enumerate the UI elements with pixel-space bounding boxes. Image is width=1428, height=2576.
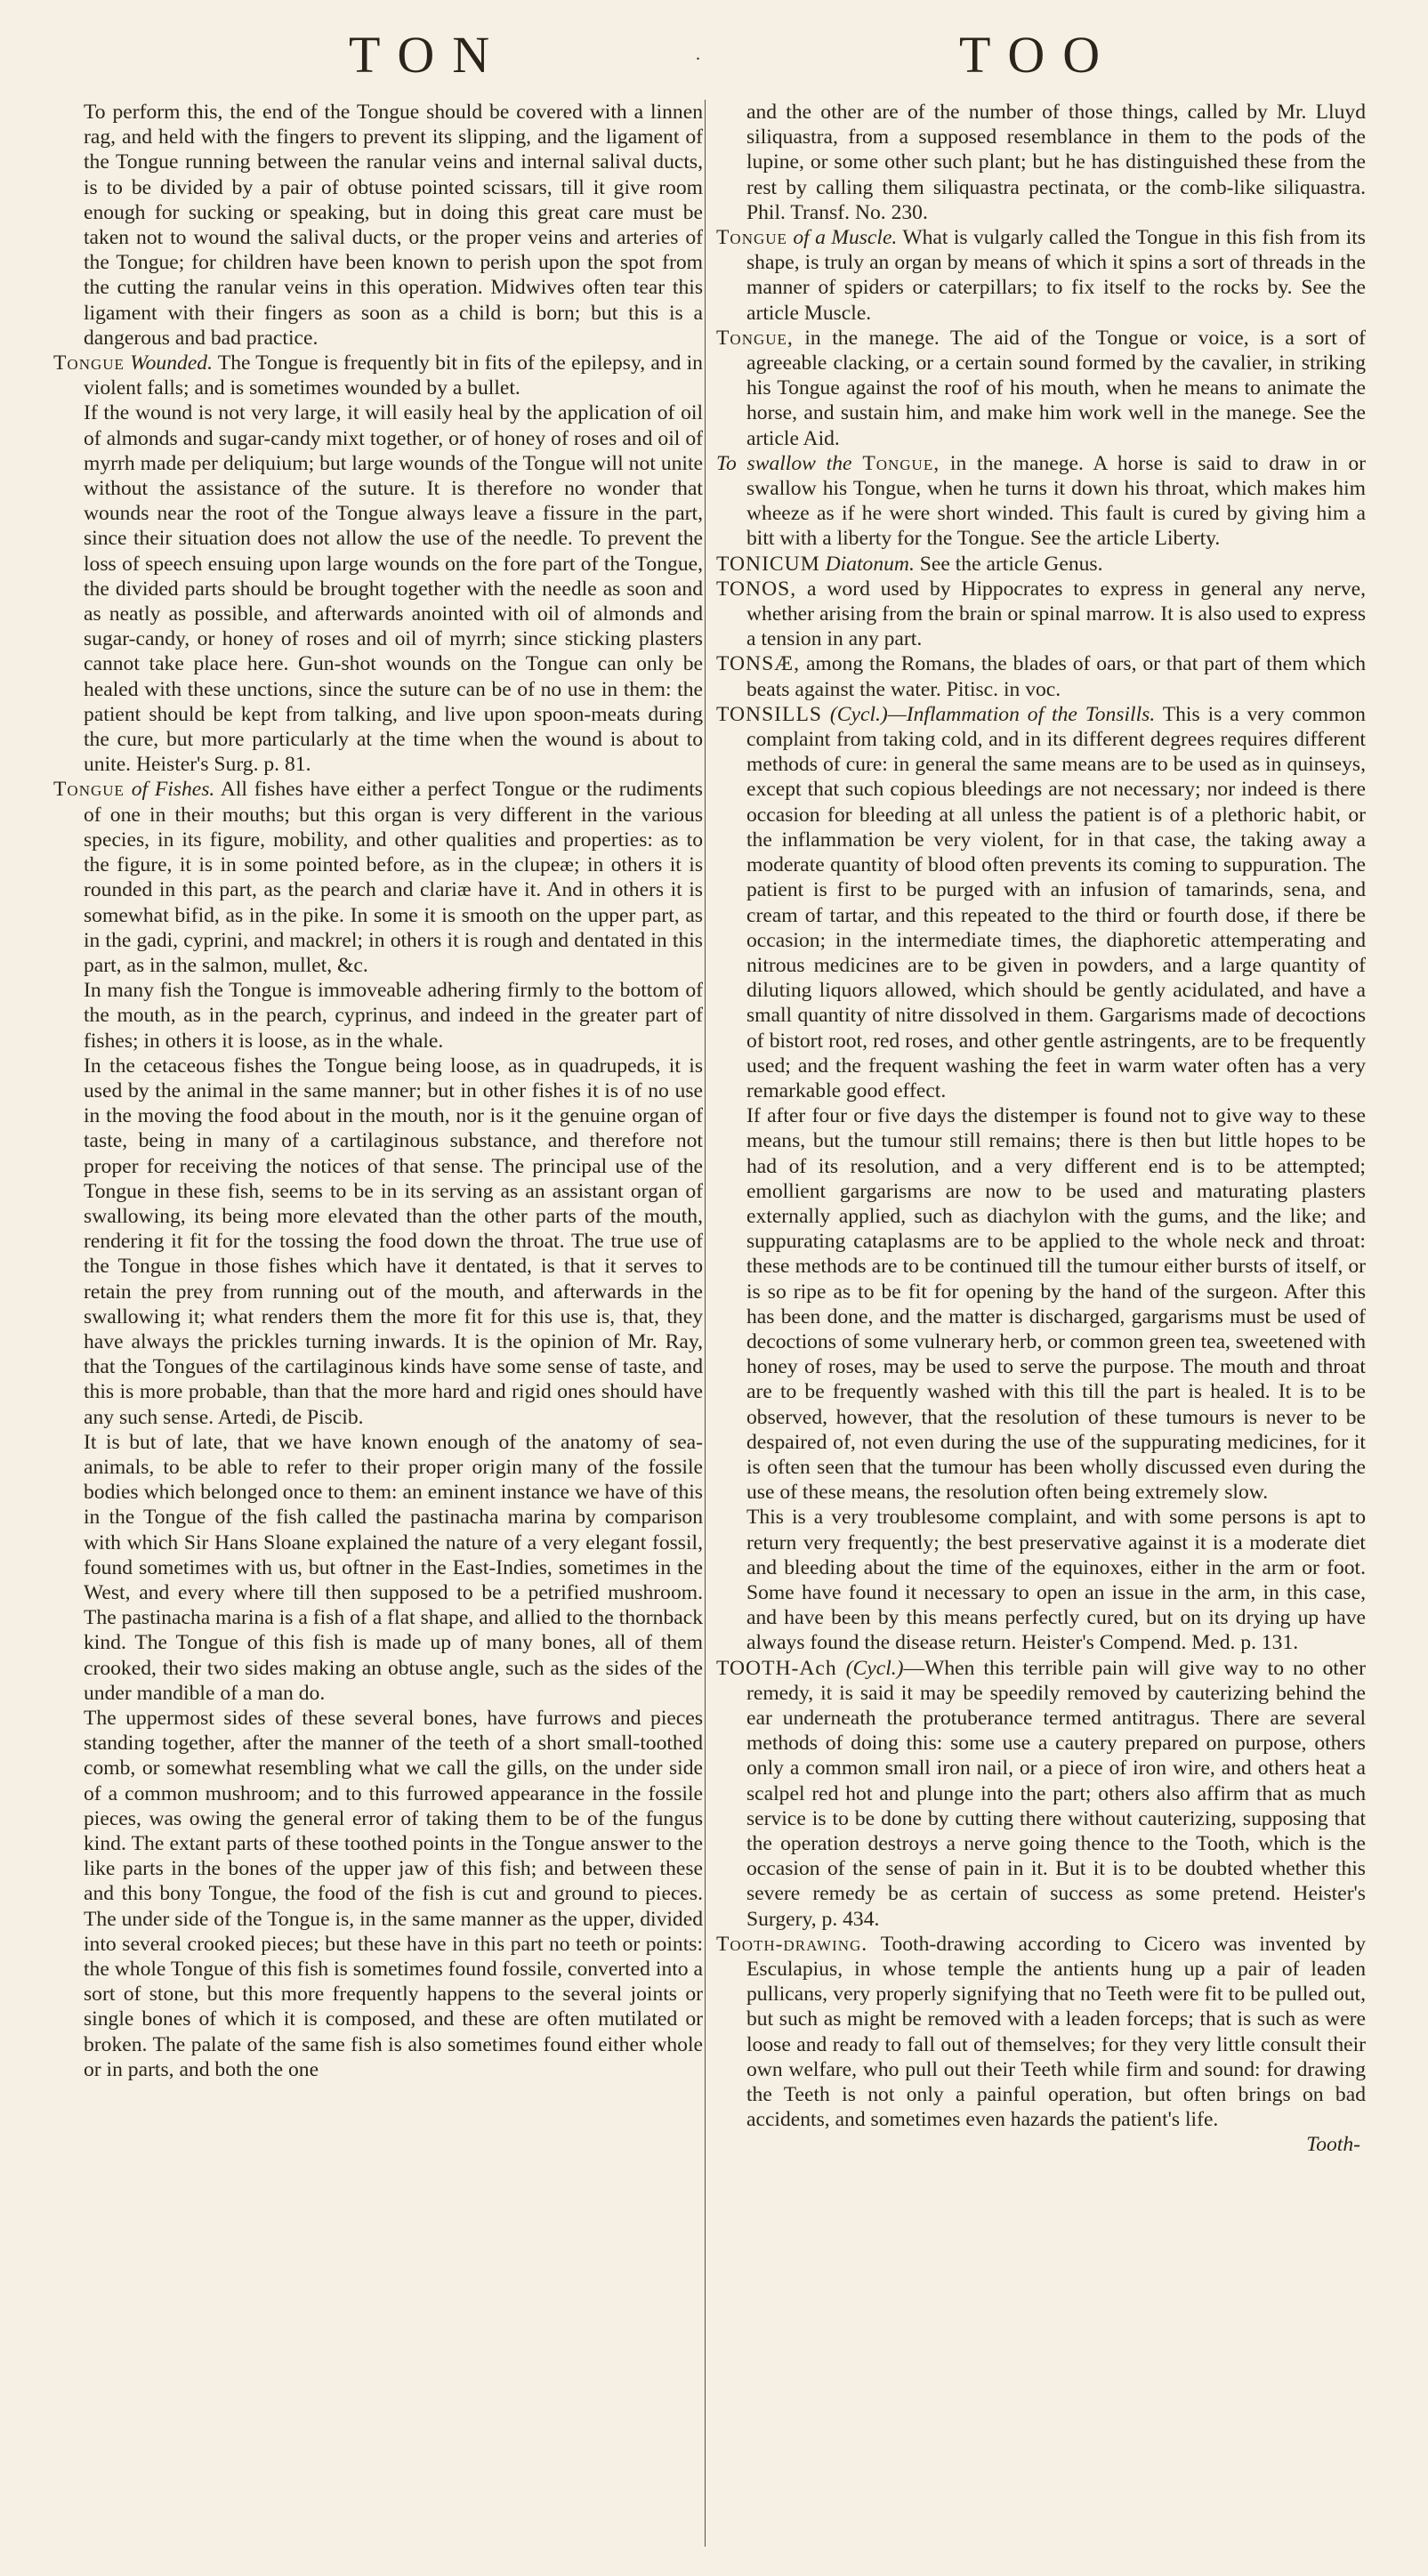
entry-tongue-of-fishes (53, 777, 703, 978)
entry-subhead: Diatonum. (825, 552, 915, 576)
entry-headword: TOOTH-Ach (716, 1656, 837, 1680)
paragraph: and the other are of the number of those things, called by Mr. Lluyd siliquastra, from a supposed resemblance in them to the pods of the lupine, or some other such plant; but he has distinguished these from the rest by calling them siliquastra pectinata, or the comb-like siliquastra. Phil. Transf. No. 230. (746, 101, 1366, 224)
entry-headword: Tongue, (716, 326, 794, 350)
paragraph: If the wound is not very large, it will easily heal by the application of oil of almonds and sugar-candy mixt together, or of honey of roses and oil of myrrh made per deliquium; but large wounds of the Tongue will not unite without the assistance of the suture. It is therefore no wonder that wounds near the root of the Tongue always leave a fissure in the part, since their situation does not allow the use of the needle. To prevent the loss of speech ensuing upon large wounds on the fore part of the Tongue, the divided parts should be brought together with the needle as soon and as neatly as possible, and afterwards anointed with oil of almonds and sugar-candy, or honey of roses and oil of myrrh; since sticking plasters cannot take place here. Gun-shot wounds on the Tongue can only be healed with these unctions, since the suture can be of no use in them: the patient should be kept from talking, and live upon spoon-meats during the cure, but more particularly at the time when the wound is about to unite. Heister's Surg. p. 81. (84, 401, 703, 777)
entry-text: Tooth-drawing according to Cicero was invented by Esculapius, in whose temple the antients hung up a pair of leaden pullicans, very properly signifying that no Teeth were fit to be pulled out, but such as might be removed with a leaden forceps; that is such as were loose and ready to fall out of themselves; for they very little consult their own welfare, who pull out their Teeth while firm and sound: for drawing the Teeth is not only a painful operation, but often brings on bad accidents, and sometimes even hazards the patient's life. (746, 1932, 1366, 2132)
entry-headword: Tongue (716, 226, 787, 250)
entry-headword: TONICUM (716, 552, 820, 576)
entry-subhead: of a Muscle. (793, 226, 898, 250)
entry-text: in the manege. The aid of the Tongue or voice, is a sort of agreeable clacking, or a certain sound formed by the cavalier, in striking his Tongue against the roof of his mouth, when he means to animate the horse, and sustain him, and make him work well in the manege. See the article Aid. (746, 326, 1366, 450)
entry-subhead: To swallow the (716, 451, 852, 475)
entry-tooth-ach (716, 1656, 1366, 1932)
entry-headword: TONOS, (716, 577, 797, 601)
running-head-left: TON (349, 26, 508, 84)
paragraph: It is but of late, that we have known enough of the anatomy of sea-animals, to be able to refer to their proper origin many of the fossile bodies which belonged once to them: an eminent instance we have of this in the Tongue of the fish called the pastinacha marina by comparison with which Sir Hans Sloane explained the nature of a very elegant fossil, found sometimes with us, but oftner in the East-Indies, sometimes in the West, and every where till then supposed to be a petrified mushroom. The pastinacha marina is a fish of a flat shape, and allied to the thornback kind. The Tongue of this fish is made up of many bones, all of them crooked, their two sides making an obtuse angle, such as the sides of the under mandible of a man do. (84, 1430, 703, 1705)
entry-text: This is a very common complaint from taking cold, and in its different degrees requires different methods of cure: in general the same means are to be used as in quinseys, except that such copious bleedings are not necessary; nor indeed is there occasion for bleeding at all unless the patient is of a plethoric habit, or the inflammation be very violent, for in that case, the taking away a moderate quantity of blood often prevents its coming to suppuration. The patient is first to be purged with an infusion of tamarinds, sena, and cream of tartar, and this repeated to the third or fourth dose, if there be occasion; in the intermediate times, the diaphoretic attemperating and nitrous medicines are to be given in powders, and a large quantity of diluting liquors allowed, which should be gently acidulated, and have a small quantity of nitre dissolved in them. Gargarisms made of decoctions of bistort root, red roses, and other gentle astringents, are to be frequently used; and the frequent washing the feet in warm water often has a very remarkable good effect. (746, 702, 1366, 1102)
entry-text: in the manege. A horse is said to draw in or swallow his Tongue, when he turns it down his throat, which makes him wheeze as if he were short winded. This fault is cured by giving him a bitt with a liberty for the Tongue. See the article Liberty. (746, 451, 1366, 551)
entry-tongue-manege (716, 326, 1366, 451)
entry-headword: Tooth-drawing. (716, 1932, 868, 1956)
header-separator-dot: . (696, 44, 700, 64)
paragraph: In the cetaceous fishes the Tongue being loose, as in quadrupeds, it is used by the animal in the same manner; but in other fishes it is of no use in the moving the food about in the mouth, nor is it the genuine organ of taste, being in many of a cartilaginous substance, and therefore not proper for receiving the notices of that sense. The principal use of the Tongue in these fish, seems to be in its serving as an assistant organ of swallowing, its being more elevated than the other parts of the mouth, rendering it fit for the tossing the food down the throat. The true use of the Tongue in those fishes which have it dentated, is that it serves to retain the prey from running out of the mouth, and afterwards in the swallowing it; what renders them the more fit for this use is, that, they have always the prickles turning inwards. It is the opinion of Mr. Ray, that the Tongues of the cartilaginous kinds have some sense of taste, and this is more probable, than that the more hard and rigid ones should have any such sense. Artedi, de Piscib. (84, 1054, 703, 1429)
entry-headword: TONSILLS (716, 702, 822, 726)
entry-subhead: of Fishes. (131, 778, 215, 802)
entry-subhead: Wounded. (130, 351, 213, 375)
entry-text: All fishes have either a perfect Tongue or the rudiments of one in their mouths; but this organ is very different in the various species, in its figure, mobility, and other qualities and properties: as to the figure, it is in some pointed before, as in the clupeæ; in others it is rounded in this part, as the pearch and clariæ have it. And in others it is somewhat bifid, as in the pike. In some it is smooth on the upper part, as in the gadi, cyprini, and mackrel; in others it is rough and dentated in this part, as in the salmon, mullet, &c. (84, 778, 703, 977)
entry-tongue-wounded (53, 351, 703, 400)
entry-text: a word used by Hippocrates to express in general any nerve, whether arising from the brain or spinal marrow. It is also used to express a tension in any part. (746, 577, 1366, 651)
entry-tooth-drawing (716, 1932, 1366, 2133)
column-rule (705, 100, 706, 2547)
paragraph: This is a very troublesome complaint, and with some persons is apt to return very frequently; the best preservative against it is a moderate diet and bleeding about the time of the equinoxes, either in the arm or foot. Some have found it necessary to open an issue in the arm, in this case, and have been by this means perfectly cured, but on its drying up have always found the disease return. Heister's Compend. Med. p. 131. (746, 1506, 1366, 1655)
entry-tonicum (716, 552, 1366, 577)
entry-tonsills (716, 702, 1366, 1103)
running-header (0, 25, 1428, 87)
entry-text: among the Romans, the blades of oars, or that part of them which beats against the water. Pitisc. in voc. (746, 652, 1366, 701)
entry-subhead: (Cycl.)—Inflammation of the Tonsills. (829, 702, 1156, 726)
right-column (716, 100, 1366, 2556)
paragraph: In many fish the Tongue is immoveable adhering firmly to the bottom of the mouth, as in the pearch, cyprinus, and indeed in the greater part of fishes; in others it is loose, as in the whale. (84, 979, 703, 1053)
entry-headword: Tongue, (862, 451, 940, 475)
catchword: Tooth- (1306, 2133, 1360, 2157)
paragraph: If after four or five days the distemper is found not to give way to these means, but the tumour still remains; there is then but little hopes to be had of its resolution, and a very different end is to be attempted; emollient gargarisms are now to be used and maturating plasters externally applied, such as diachylon with the gums, and the like; and suppurating cataplasms are to be applied to the whole neck and throat: these methods are to be continued till the tumour either bursts of itself, or is so ripe as to be fit for opening by the hand of the surgeon. After this has been done, and the matter is discharged, gargarisms must be used of decoctions of some vulnerary herb, or common green tea, sweetened with honey of roses, may be used to serve the purpose. The mouth and throat are to be frequently washed with this till the part is healed. It is to be observed, however, that the resolution of these tumours is never to be despaired of, not even during the use of the suppurating medicines, for it is often seen that the tumour has been wholly discussed even during the use of these means, the resolution often being extremely slow. (746, 1104, 1366, 1505)
entry-text: —When this terrible pain will give way to no other remedy, it is said it may be speedily removed by cauterizing behind the ear underneath the protuberance termed antitragus. There are several methods of doing this: some use a cautery prepared on purpose, others only a common small iron nail, or a piece of iron wire, and others heat a scalpel red hot and plunge into the part; others also affirm that as much service is to be done by cutting there without cauterizing, supposing that the operation destroys a nerve going thence to the Tooth, which is the occasion of the sense of pain in it. But it is to be doubted whether this severe remedy be as certain of success as some pretend. Heister's Surgery, p. 434. (746, 1656, 1366, 1931)
entry-tonsae (716, 651, 1366, 701)
entry-text: What is vulgarly called the Tongue in this fish from its shape, is truly an organ by means of which it spins a sort of threads in the manner of spiders or caterpillars; to fix itself to the rocks by. See the article Muscle. (746, 226, 1366, 325)
entry-headword: Tongue (53, 351, 125, 375)
entry-tongue-of-a-muscle (716, 225, 1366, 326)
entry-headword: Tongue (53, 778, 125, 802)
running-head-right: TOO (959, 26, 1118, 84)
entry-tonos (716, 577, 1366, 652)
entry-subhead: (Cycl.) (845, 1656, 904, 1680)
paragraph: The uppermost sides of these several bones, have furrows and pieces standing together, after the manner of the teeth of a short small-toothed comb, or somewhat resembling what we call the gills, on the under side of a common mushroom; and to this furrowed appearance in the fossile pieces, was owing the general error of taking them to be of the fungus kind. The extant parts of these toothed points in the Tongue answer to the like parts in the bones of the upper jaw of this fish; and between these and this bony Tongue, the food of the fish is cut and ground to pieces. The under side of the Tongue is, in the same manner as the upper, divided into several crooked pieces; but these have in this part no teeth or points: the whole Tongue of this fish is sometimes found fossile, converted into a sort of stone, but this more frequently happens to the several joints or single bones of which it is composed, and these are often mutilated or broken. The palate of the same fish is also sometimes found either whole or in parts, and both the one (84, 1707, 703, 2081)
entry-text: The Tongue is frequently bit in fits of the epilepsy, and in violent falls; and is sometimes wounded by a bullet. (84, 351, 703, 400)
paragraph: To perform this, the end of the Tongue should be covered with a linnen rag, and held with the fingers to prevent its slipping, and the ligament of the Tongue running between the ranular veins and internal salival ducts, is to be divided by a pair of obtuse pointed scissars, till it give room enough for sucking or speaking, but in doing this great care must be taken not to wound the salival ducts, or the proper veins and arteries of the Tongue; for children have been known to perish upon the spot from the cutting the ranular veins in this operation. Midwives often tear this ligament with their fingers as soon as a child is born; but this is a dangerous and bad practice. (84, 101, 703, 350)
entry-text: See the article Genus. (919, 552, 1103, 576)
left-column (53, 100, 703, 2556)
entry-headword: TONSÆ, (716, 652, 801, 676)
entry-swallow-the-tongue (716, 451, 1366, 552)
